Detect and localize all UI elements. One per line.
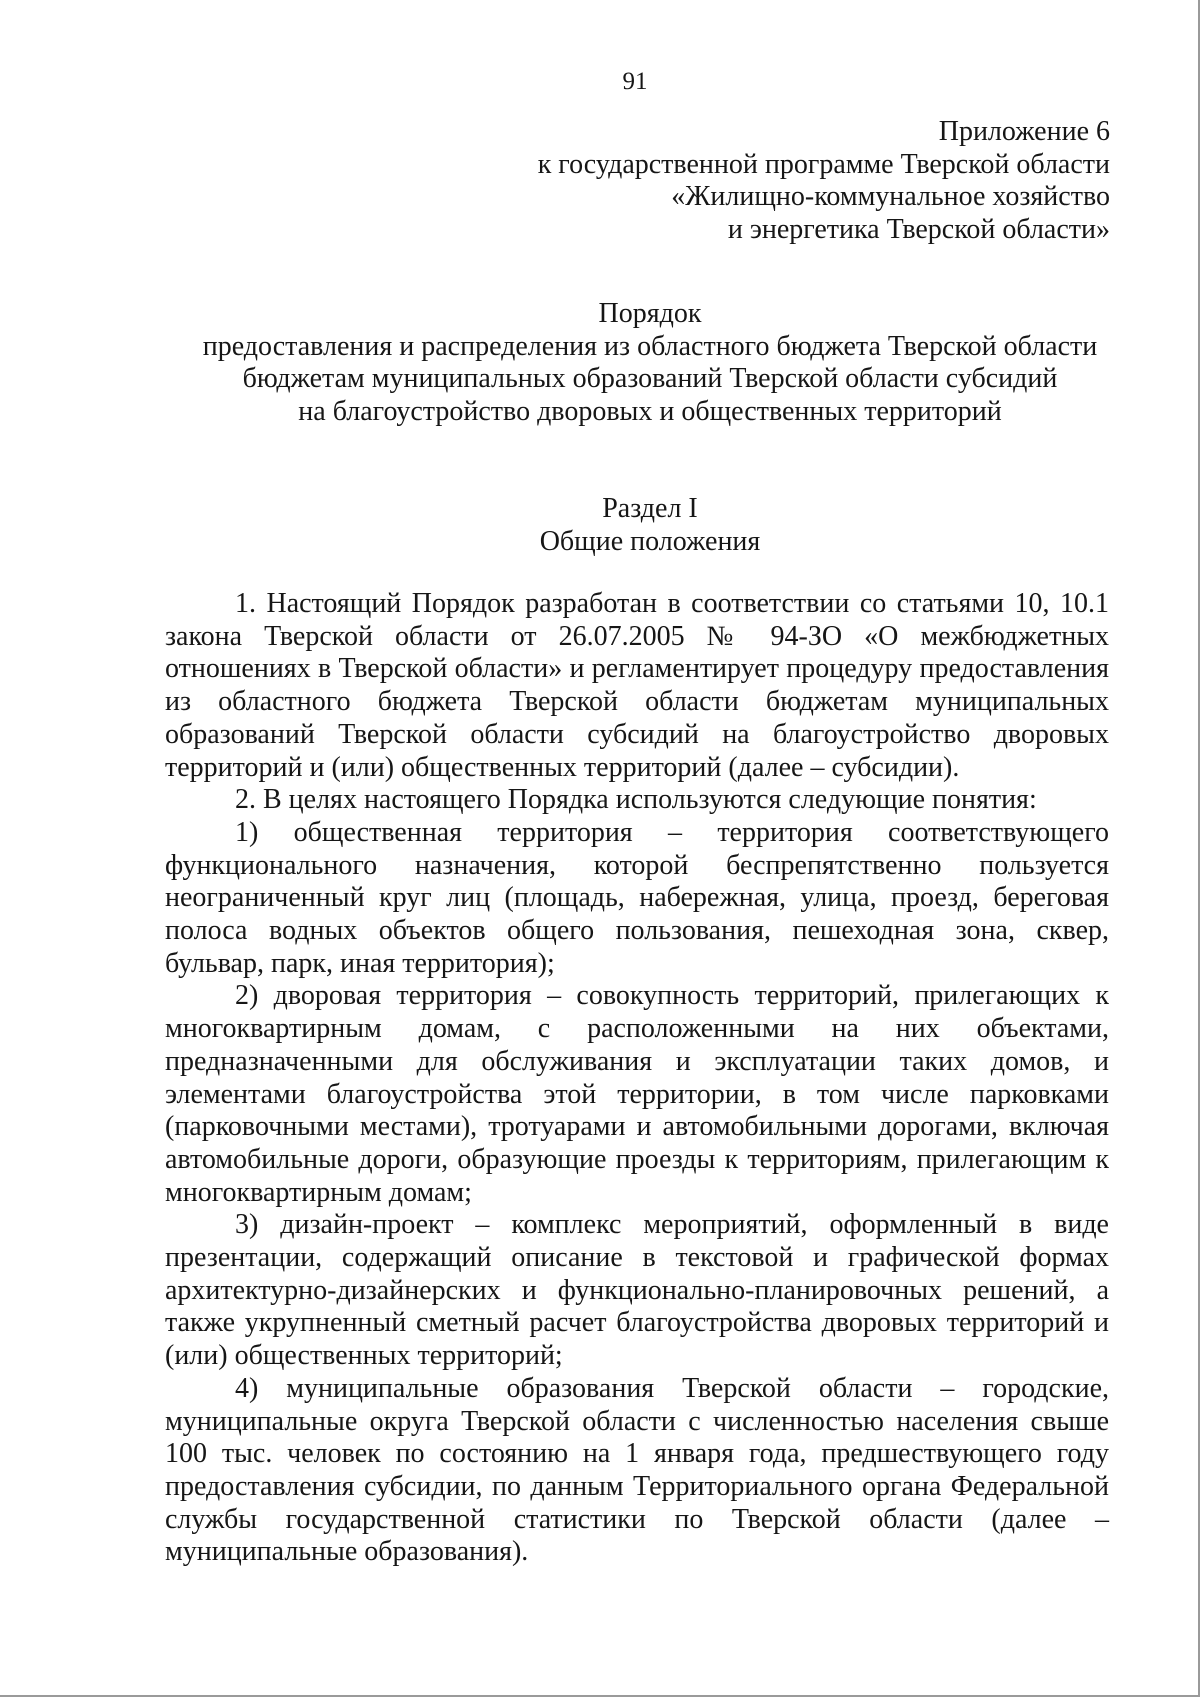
paragraph-definition-4: 4) муниципальные образования Тверской области – городские, муниципальные округа Тверской области с численностью населения свыше 100 тыс. человек по состоянию на 1 января года, предшествующего году предоставления субсидии, по данным Территориального органа Федеральной службы государственной статистики по Тверской области (далее – муниципальные образования). <box>165 1372 1109 1568</box>
body-text <box>165 588 1109 1569</box>
paragraph-definition-3: 3) дизайн-проект – комплекс мероприятий, оформленный в виде презентации, содержащий описание в текстовой и графической формах архитектурно-дизайнерских и функционально-планировочных решений, а также укрупненный сметный расчет благоустройства дворовых территорий и (или) общественных территорий; <box>165 1209 1109 1372</box>
annex-line-4: и энергетика Тверской области» <box>727 214 1110 246</box>
annex-line-3: «Жилищно-коммунальное хозяйство <box>671 181 1110 213</box>
section-name: Общие положения <box>539 525 761 557</box>
title-heading: Порядок <box>598 298 702 329</box>
document-title <box>150 298 1150 429</box>
section-heading <box>150 493 1150 558</box>
paragraph-definition-2: 2) дворовая территория – совокупность территорий, прилегающих к многоквартирным домам, с расположенными на них объектами, предназначенными для обслуживания и эксплуатации таких домов, и элементами благоустройства этой территории, в том числе парковками (парковочными местами), тротуарами и автомобильными дорогами, включая автомобильные дороги, образующие проезды к территориям, прилегающим к многоквартирным домам; <box>165 980 1109 1208</box>
paragraph-2: 2. В целях настоящего Порядка используются следующие понятия: <box>235 784 1037 816</box>
title-line-3: на благоустройство дворовых и общественных территорий <box>298 396 1002 428</box>
annex-line-1: Приложение 6 <box>938 116 1110 147</box>
page-number: 91 <box>622 68 648 95</box>
title-line-2: бюджетам муниципальных образований Тверской области субсидий <box>242 363 1058 395</box>
paragraph-1: 1. Настоящий Порядок разработан в соответствии со статьями 10, 10.1 закона Тверской области от 26.07.2005 № 94-ЗО «О межбюджетных отношениях в Тверской области» и регламентирует процедуру предоставления из областного бюджета Тверской области бюджетам муниципальных образований Тверской области субсидий на благоустройство дворовых территорий и (или) общественных территорий (далее – субсидии). <box>165 588 1109 783</box>
section-number: Раздел I <box>602 493 698 524</box>
paragraph-definition-1: 1) общественная территория – территория соответствующего функционального назначения, которой беспрепятственно пользуется неограниченный круг лиц (площадь, набережная, улица, проезд, береговая полоса водных объектов общего пользования, пешеходная зона, сквер, бульвар, парк, иная территория); <box>165 816 1109 979</box>
annex-header <box>300 116 1110 247</box>
annex-line-2: к государственной программе Тверской области <box>537 148 1110 180</box>
title-line-1: предоставления и распределения из областного бюджета Тверской области <box>202 330 1098 362</box>
